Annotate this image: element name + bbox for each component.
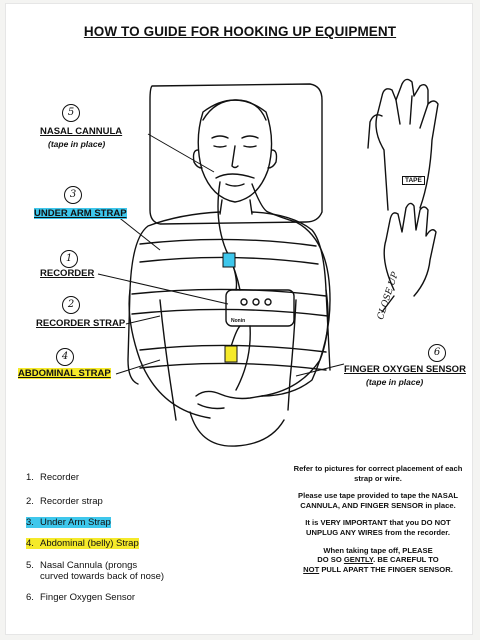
callout-finger-sub: (tape in place) [366, 377, 424, 387]
callout-finger-sensor: FINGER OXYGEN SENSOR [344, 364, 466, 375]
callout-number-3: 3 [64, 186, 82, 204]
callout-recorder-strap: RECORDER STRAP [36, 318, 126, 329]
note-placement: Refer to pictures for correct placement of each strap or wire. [293, 464, 463, 483]
callout-number-4: 4 [56, 348, 74, 366]
list-item: 1. Recorder [26, 472, 80, 483]
list-item: 3. Under Arm Strap [26, 517, 111, 528]
nasal-pointer [148, 134, 214, 172]
list-item: 2. Recorder strap [26, 496, 103, 507]
callout-number-5: 5 [62, 104, 80, 122]
note-tape: Please use tape provided to tape the NASAL CANNULA, AND FINGER SENSOR in place. [298, 491, 458, 510]
list-item: 5. Nasal Cannula (prongs curved towards back of nose) [26, 560, 165, 582]
note-remove-tape: When taking tape off, PLEASE DO SO GENTLY. BE CAREFUL TO NOT PULL APART THE FINGER SENSOR. [303, 545, 453, 574]
callout-abdominal-strap: ABDOMINAL STRAP [18, 368, 111, 379]
finger-pointer [296, 364, 344, 376]
callout-recorder: RECORDER [40, 268, 95, 279]
callout-number-6: 6 [428, 344, 446, 362]
list-item: 4. Abdominal (belly) Strap [26, 538, 139, 549]
tape-label: TAPE [402, 176, 425, 185]
abdominal-strap-clip [225, 346, 237, 362]
callout-under-arm-strap: UNDER ARM STRAP [34, 208, 127, 219]
close-up-note: CLOSE UP [376, 270, 401, 322]
underarm-strap-clip [223, 253, 235, 267]
page-title: HOW TO GUIDE FOR HOOKING UP EQUIPMENT [83, 24, 397, 39]
callout-number-2: 2 [62, 296, 80, 314]
recorder-brand: Nonin [231, 318, 246, 324]
recorder-strap-pointer [126, 316, 160, 324]
callout-nasal-cannula: NASAL CANNULA [40, 126, 123, 137]
callout-number-1: 1 [60, 250, 78, 268]
instructions [290, 464, 466, 582]
list-item: 6. Finger Oxygen Sensor [26, 592, 136, 603]
callout-nasal-sub: (tape in place) [48, 139, 106, 149]
note-wires: It is VERY IMPORTANT that you DO NOT UNPLUG ANY WIRES from the recorder. [305, 518, 451, 537]
